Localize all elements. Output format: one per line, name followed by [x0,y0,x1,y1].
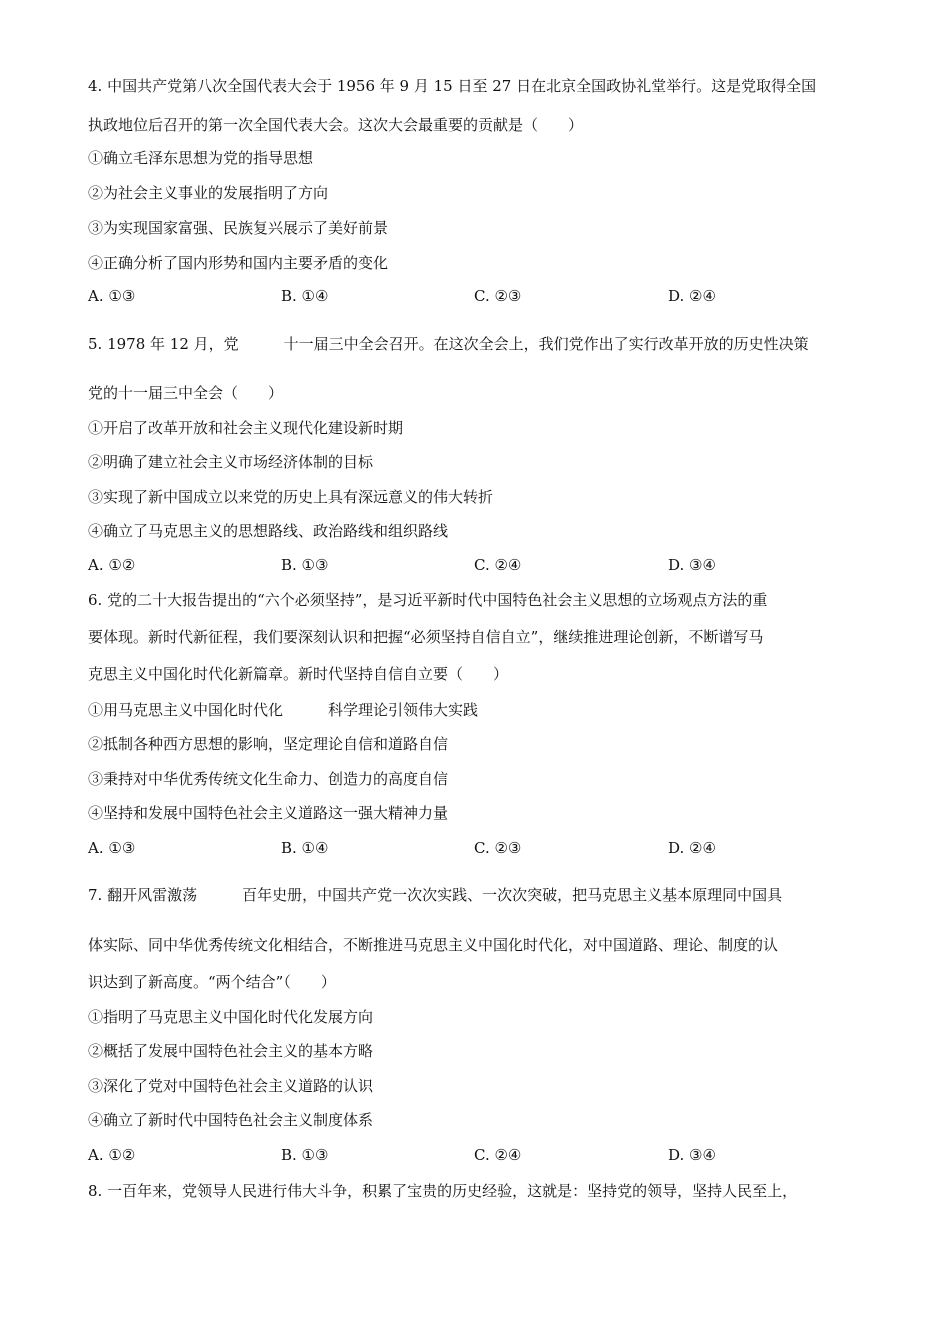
q5-choice-b: B. ①③ [281,556,329,574]
q5-option-3: ③实现了新中国成立以来党的历史上具有深远意义的伟大转折 [88,488,494,506]
q6-stem-line-1: 6. 党的二十大报告提出的“六个必须坚持”，是习近平新时代中国特色社会主义思想的立场观点方法的重 [88,591,768,609]
q4-option-4: ④正确分析了国内形势和国内主要矛盾的变化 [88,254,389,272]
q5-option-1: ①开启了改革开放和社会主义现代化建设新时期 [88,419,404,437]
q7-stem-line-2: 体实际、同中华优秀传统文化相结合，不断推进马克思主义中国化时代化，对中国道路、理论、制度的认 [88,936,779,954]
q5-option-4: ④确立了马克思主义的思想路线、政治路线和组织路线 [88,522,449,540]
q6-choices [88,838,868,858]
q6-stem-line-3: 克思主义中国化时代化新篇章。新时代坚持自信自立要（ ） [88,665,509,683]
q4-choice-c: C. ②③ [474,287,522,305]
q7-option-2: ②概括了发展中国特色社会主义的基本方略 [88,1042,374,1060]
q4-choices [88,286,868,306]
q5-choice-d: D. ③④ [668,556,716,574]
q5-option-2: ②明确了建立社会主义市场经济体制的目标 [88,453,374,471]
q4-choice-d: D. ②④ [668,287,716,305]
q6-choice-b: B. ①④ [281,839,329,857]
q4-stem-line-1: 4. 中国共产党第八次全国代表大会于 1956 年 9 月 15 日至 27 日在北京全国政协礼堂举行。这是党取得全国 [88,77,817,95]
q4-choice-a: A. ①③ [88,287,136,305]
q4-choice-b: B. ①④ [281,287,329,305]
q6-choice-a: A. ①③ [88,839,136,857]
q7-choice-b: B. ①③ [281,1146,329,1164]
q5-choice-c: C. ②④ [474,556,522,574]
q7-option-4: ④确立了新时代中国特色社会主义制度体系 [88,1111,374,1129]
q7-choices [88,1145,868,1165]
q4-option-3: ③为实现国家富强、民族复兴展示了美好前景 [88,219,389,237]
q6-option-2: ②抵制各种西方思想的影响，坚定理论自信和道路自信 [88,735,449,753]
q6-stem-line-2: 要体现。新时代新征程，我们要深刻认识和把握“必须坚持自信自立”，继续推进理论创新，不断谱写马 [88,628,764,646]
q7-option-1: ①指明了马克思主义中国化时代化发展方向 [88,1008,374,1026]
q6-option-3: ③秉持对中华优秀传统文化生命力、创造力的高度自信 [88,770,449,788]
q7-choice-c: C. ②④ [474,1146,522,1164]
q5-stem-line-1: 5. 1978 年 12 月，党 十一届三中全会召开。在这次全会上，我们党作出了实行改革开放的历史性决策 [88,335,809,353]
q6-option-1: ①用马克思主义中国化时代化 科学理论引领伟大实践 [88,701,479,719]
q4-stem-line-2: 执政地位后召开的第一次全国代表大会。这次大会最重要的贡献是（ ） [88,116,584,134]
q7-choice-d: D. ③④ [668,1146,716,1164]
q4-option-1: ①确立毛泽东思想为党的指导思想 [88,149,314,167]
q6-choice-d: D. ②④ [668,839,716,857]
q7-choice-a: A. ①② [88,1146,136,1164]
q7-stem-line-1: 7. 翻开风雷激荡 百年史册，中国共产党一次次实践、一次次突破，把马克思主义基本原理同中国具 [88,886,783,904]
q6-option-4: ④坚持和发展中国特色社会主义道路这一强大精神力量 [88,804,449,822]
q7-stem-line-3: 识达到了新高度。“两个结合”（ ） [88,973,336,991]
q8-stem-line-1: 8. 一百年来，党领导人民进行伟大斗争，积累了宝贵的历史经验，这就是：坚持党的领导，坚持人民至上， [88,1182,798,1200]
q5-stem-line-2: 党的十一届三中全会（ ） [88,384,284,402]
q7-option-3: ③深化了党对中国特色社会主义道路的认识 [88,1077,374,1095]
q5-choice-a: A. ①② [88,556,136,574]
q5-choices [88,555,868,575]
q6-choice-c: C. ②③ [474,839,522,857]
q4-option-2: ②为社会主义事业的发展指明了方向 [88,184,329,202]
